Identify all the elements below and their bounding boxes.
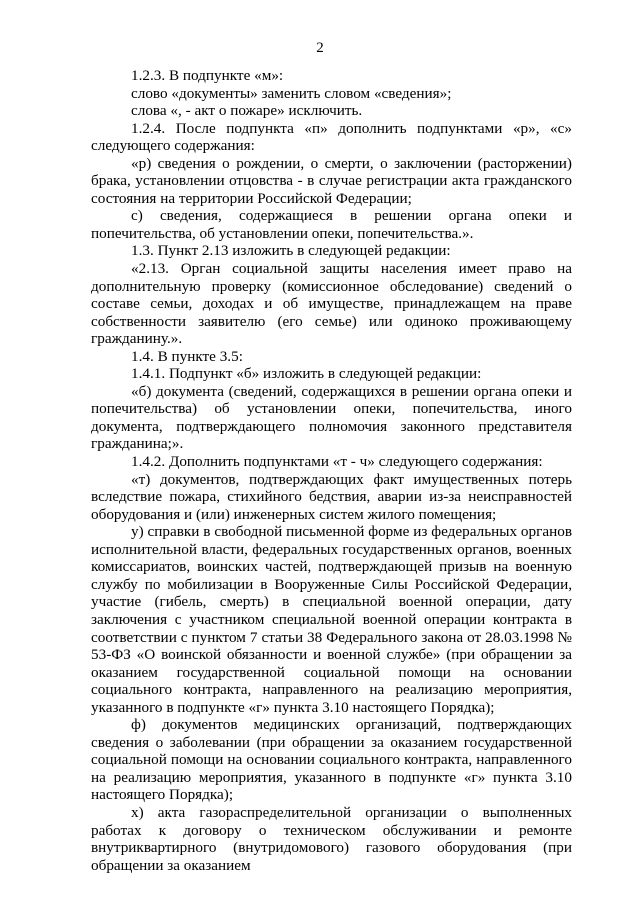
paragraph-subpoint-t: «т) документов, подтверждающих факт имущественных потерь вследствие пожара, стихийного бедствия, аварии из-за неисправностей оборудования и (или) инженерных систем жилого помещения;	[91, 470, 572, 523]
paragraph-replace-word: слово «документы» заменить словом «сведения»;	[131, 84, 452, 102]
paragraph-2-13: «2.13. Орган социальной защиты населения имеет право на дополнительную проверку (комиссионное обследование) сведений о составе семьи, доходах и об имуществе, принадлежащем на праве собственности заявителю (его семье) или одиноко проживающему гражданину.».	[91, 260, 572, 348]
document-body	[91, 67, 572, 874]
paragraph-1-2-3: 1.2.3. В подпункте «м»:	[131, 67, 284, 84]
page-number: 2	[316, 40, 324, 56]
paragraph-subpoint-u: у) справки в свободной письменной форме из федеральных органов исполнительной власти, федеральных государственных органов, военных комиссариатов, воинских частей, подтверждающей призыв на военную службу по мобилизации в Вооруженные Силы Российской Федерации, участие (гибель, смерть) в специальной военной операции, дату заключения с участником специальной военной операции контракта в соответствии с пунктом 7 статьи 38 Федерального закона от 28.03.1998 № 53-ФЗ «О воинской обязанности и военной службе» (при обращении за оказанием государственной социальной помощи на основании социального контракта, направленного на реализацию мероприятия, указанного в подпункте «г» пункта 3.10 настоящего Порядка);	[91, 523, 572, 716]
paragraph-1-4: 1.4. В пункте 3.5:	[131, 347, 243, 365]
paragraph-1-2-4: 1.2.4. После подпункта «п» дополнить подпунктами «р», «с» следующего содержания:	[91, 119, 572, 155]
paragraph-1-4-1: 1.4.1. Подпункт «б» изложить в следующей редакции:	[131, 365, 482, 383]
paragraph-subpoint-r: «р) сведения о рождении, о смерти, о заключении (расторжении) брака, установлении отцовства - в случае регистрации акта гражданского состояния на территории Российской Федерации;	[91, 154, 572, 207]
paragraph-1-4-2: 1.4.2. Дополнить подпунктами «т - ч» следующего содержания:	[131, 453, 543, 471]
paragraph-subpoint-f: ф) документов медицинских организаций, подтверждающих сведения о заболевании (при обращении за оказанием государственной социальной помощи на основании социального контракта, направленного на реализацию мероприятия, указанного в подпункте «г» пункта 3.10 настоящего Порядка);	[91, 716, 572, 804]
paragraph-subpoint-b: «б) документа (сведений, содержащихся в решении органа опеки и попечительства) об установлении опеки, попечительства, иного документа, подтверждающего полномочия законного представителя гражданина;».	[91, 382, 572, 453]
paragraph-exclude-words: слова «, - акт о пожаре» исключить.	[131, 102, 363, 120]
paragraph-1-3: 1.3. Пункт 2.13 изложить в следующей редакции:	[131, 242, 451, 260]
paragraph-subpoint-kh: х) акта газораспределительной организации о выполненных работах к договору о техническом обслуживании и ремонте внутриквартирного (внутридомового) газового оборудования (при обращении за оказанием	[91, 803, 572, 874]
paragraph-subpoint-s: с) сведения, содержащиеся в решении органа опеки и попечительства, об установлении опеки, попечительства.».	[91, 207, 572, 242]
